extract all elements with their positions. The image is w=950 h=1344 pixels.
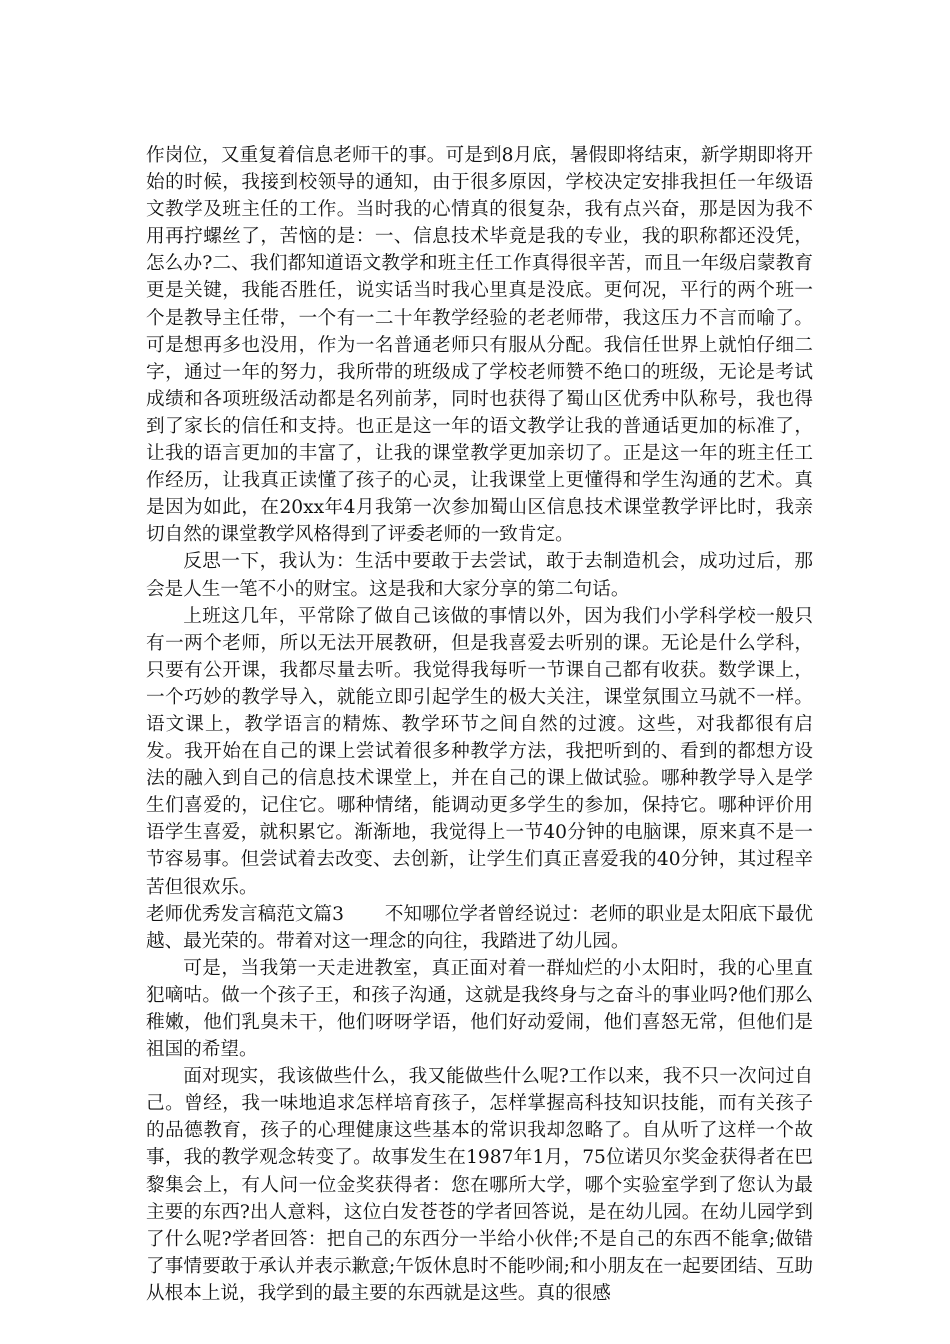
section-paragraph-4-text: 不知哪位学者曾经说过：老师的职业是太阳底下最优越、最光荣的。带着对这一理念的向往，我踏进了幼儿园。 [146, 903, 813, 952]
section-heading: 老师优秀发言稿范文篇3 [146, 903, 344, 925]
section-paragraph-4 [146, 901, 813, 955]
body-paragraph-1: 作岗位，又重复着信息老师干的事。可是到8月底，暑假即将结束，新学期即将开始的时候，我接到校领导的通知，由于很多原因，学校决定安排我担任一年级语文教学及班主任的工作。当时我的心情真的很复杂，我有点兴奋，那是因为我不用再拧螺丝了，苦恼的是：一、信息技术毕竟是我的专业，我的职称都还没凭，怎么办?二、我们都知道语文教学和班主任工作真得很辛苦，而且一年级启蒙教育更是关键，我能否胜任，说实话当时我心里真是没底。更何况，平行的两个班一个是教导主任带，一个有一二十年教学经验的老老师带，我这压力不言而喻了。可是想再多也没用，作为一名普通老师只有服从分配。我信任世界上就怕仔细二字，通过一年的努力，我所带的班级成了学校老师赞不绝口的班级，无论是考试成绩和各项班级活动都是名列前茅，同时也获得了蜀山区优秀中队称号，我也得到了家长的信任和支持。也正是这一年的语文教学让我的普通话更加的标准了，让我的语言更加的丰富了，让我的课堂教学更加亲切了。正是这一年的班主任工作经历，让我真正读懂了孩子的心灵，让我课堂上更懂得和学生沟通的艺术。真是因为如此，在20xx年4月我第一次参加蜀山区信息技术课堂教学评比时，我亲切自然的课堂教学风格得到了评委老师的一致肯定。 [146, 145, 813, 546]
body-paragraph-6: 面对现实，我该做些什么，我又能做些什么呢?工作以来，我不只一次问过自己。曾经，我一味地追求怎样培育孩子，怎样掌握高科技知识技能，而有关孩子的品德教育，孩子的心理健康这些基本的常识我却忽略了。自从听了这样一个故事，我的教学观念转变了。故事发生在1987年1月，75位诺贝尔奖金获得者在巴黎集会上，有人问一位金奖获得者：您在哪所大学，哪个实验室学到了您认为最主要的东西?出人意料，这位白发苍苍的学者回答说，是在幼儿园。在幼儿园学到了什么呢?学者回答：把自己的东西分一半给小伙伴;不是自己的东西不能拿;做错了事情要敢于承认并表示歉意;午饭休息时不能吵闹;和小朋友在一起要团结、互助从根本上说，我学到的最主要的东西就是这些。真的很感 [146, 1066, 813, 1304]
body-paragraph-3: 上班这几年，平常除了做自己该做的事情以外，因为我们小学科学校一般只有一两个老师，所以无法开展教研，但是我喜爱去听别的课。无论是什么学科，只要有公开课，我都尽量去听。我觉得我每听一节课自己都有收获。数学课上，一个巧妙的教学导入，就能立即引起学生的极大关注，课堂氛围立马就不一样。语文课上，教学语言的精炼、教学环节之间自然的过渡。这些，对我都很有启发。我开始在自己的课上尝试着很多种教学方法，我把听到的、看到的都想方设法的融入到自己的信息技术课堂上，并在自己的课上做试验。哪种教学导入是学生们喜爱的，记住它。哪种情绪，能调动更多学生的参加，保持它。哪种评价用语学生喜爱，就积累它。渐渐地，我觉得上一节40分钟的电脑课，原来真不是一节容易事。但尝试着去改变、去创新，让学生们真正喜爱我的40分钟，其过程辛苦但很欢乐。 [146, 605, 813, 898]
body-paragraph-2: 反思一下，我认为：生活中要敢于去尝试，敢于去制造机会，成功过后，那会是人生一笔不小的财宝。这是我和大家分享的第二句话。 [146, 551, 813, 600]
document-page [146, 142, 813, 1307]
body-paragraph-5: 可是，当我第一天走进教室，真正面对着一群灿烂的小太阳时，我的心里直犯嘀咕。做一个孩子王，和孩子沟通，这就是我终身与之奋斗的事业吗?他们那么稚嫩，他们乳臭未干，他们呀呀学语，他们好动爱闹，他们喜怒无常，但他们是祖国的希望。 [146, 957, 813, 1061]
